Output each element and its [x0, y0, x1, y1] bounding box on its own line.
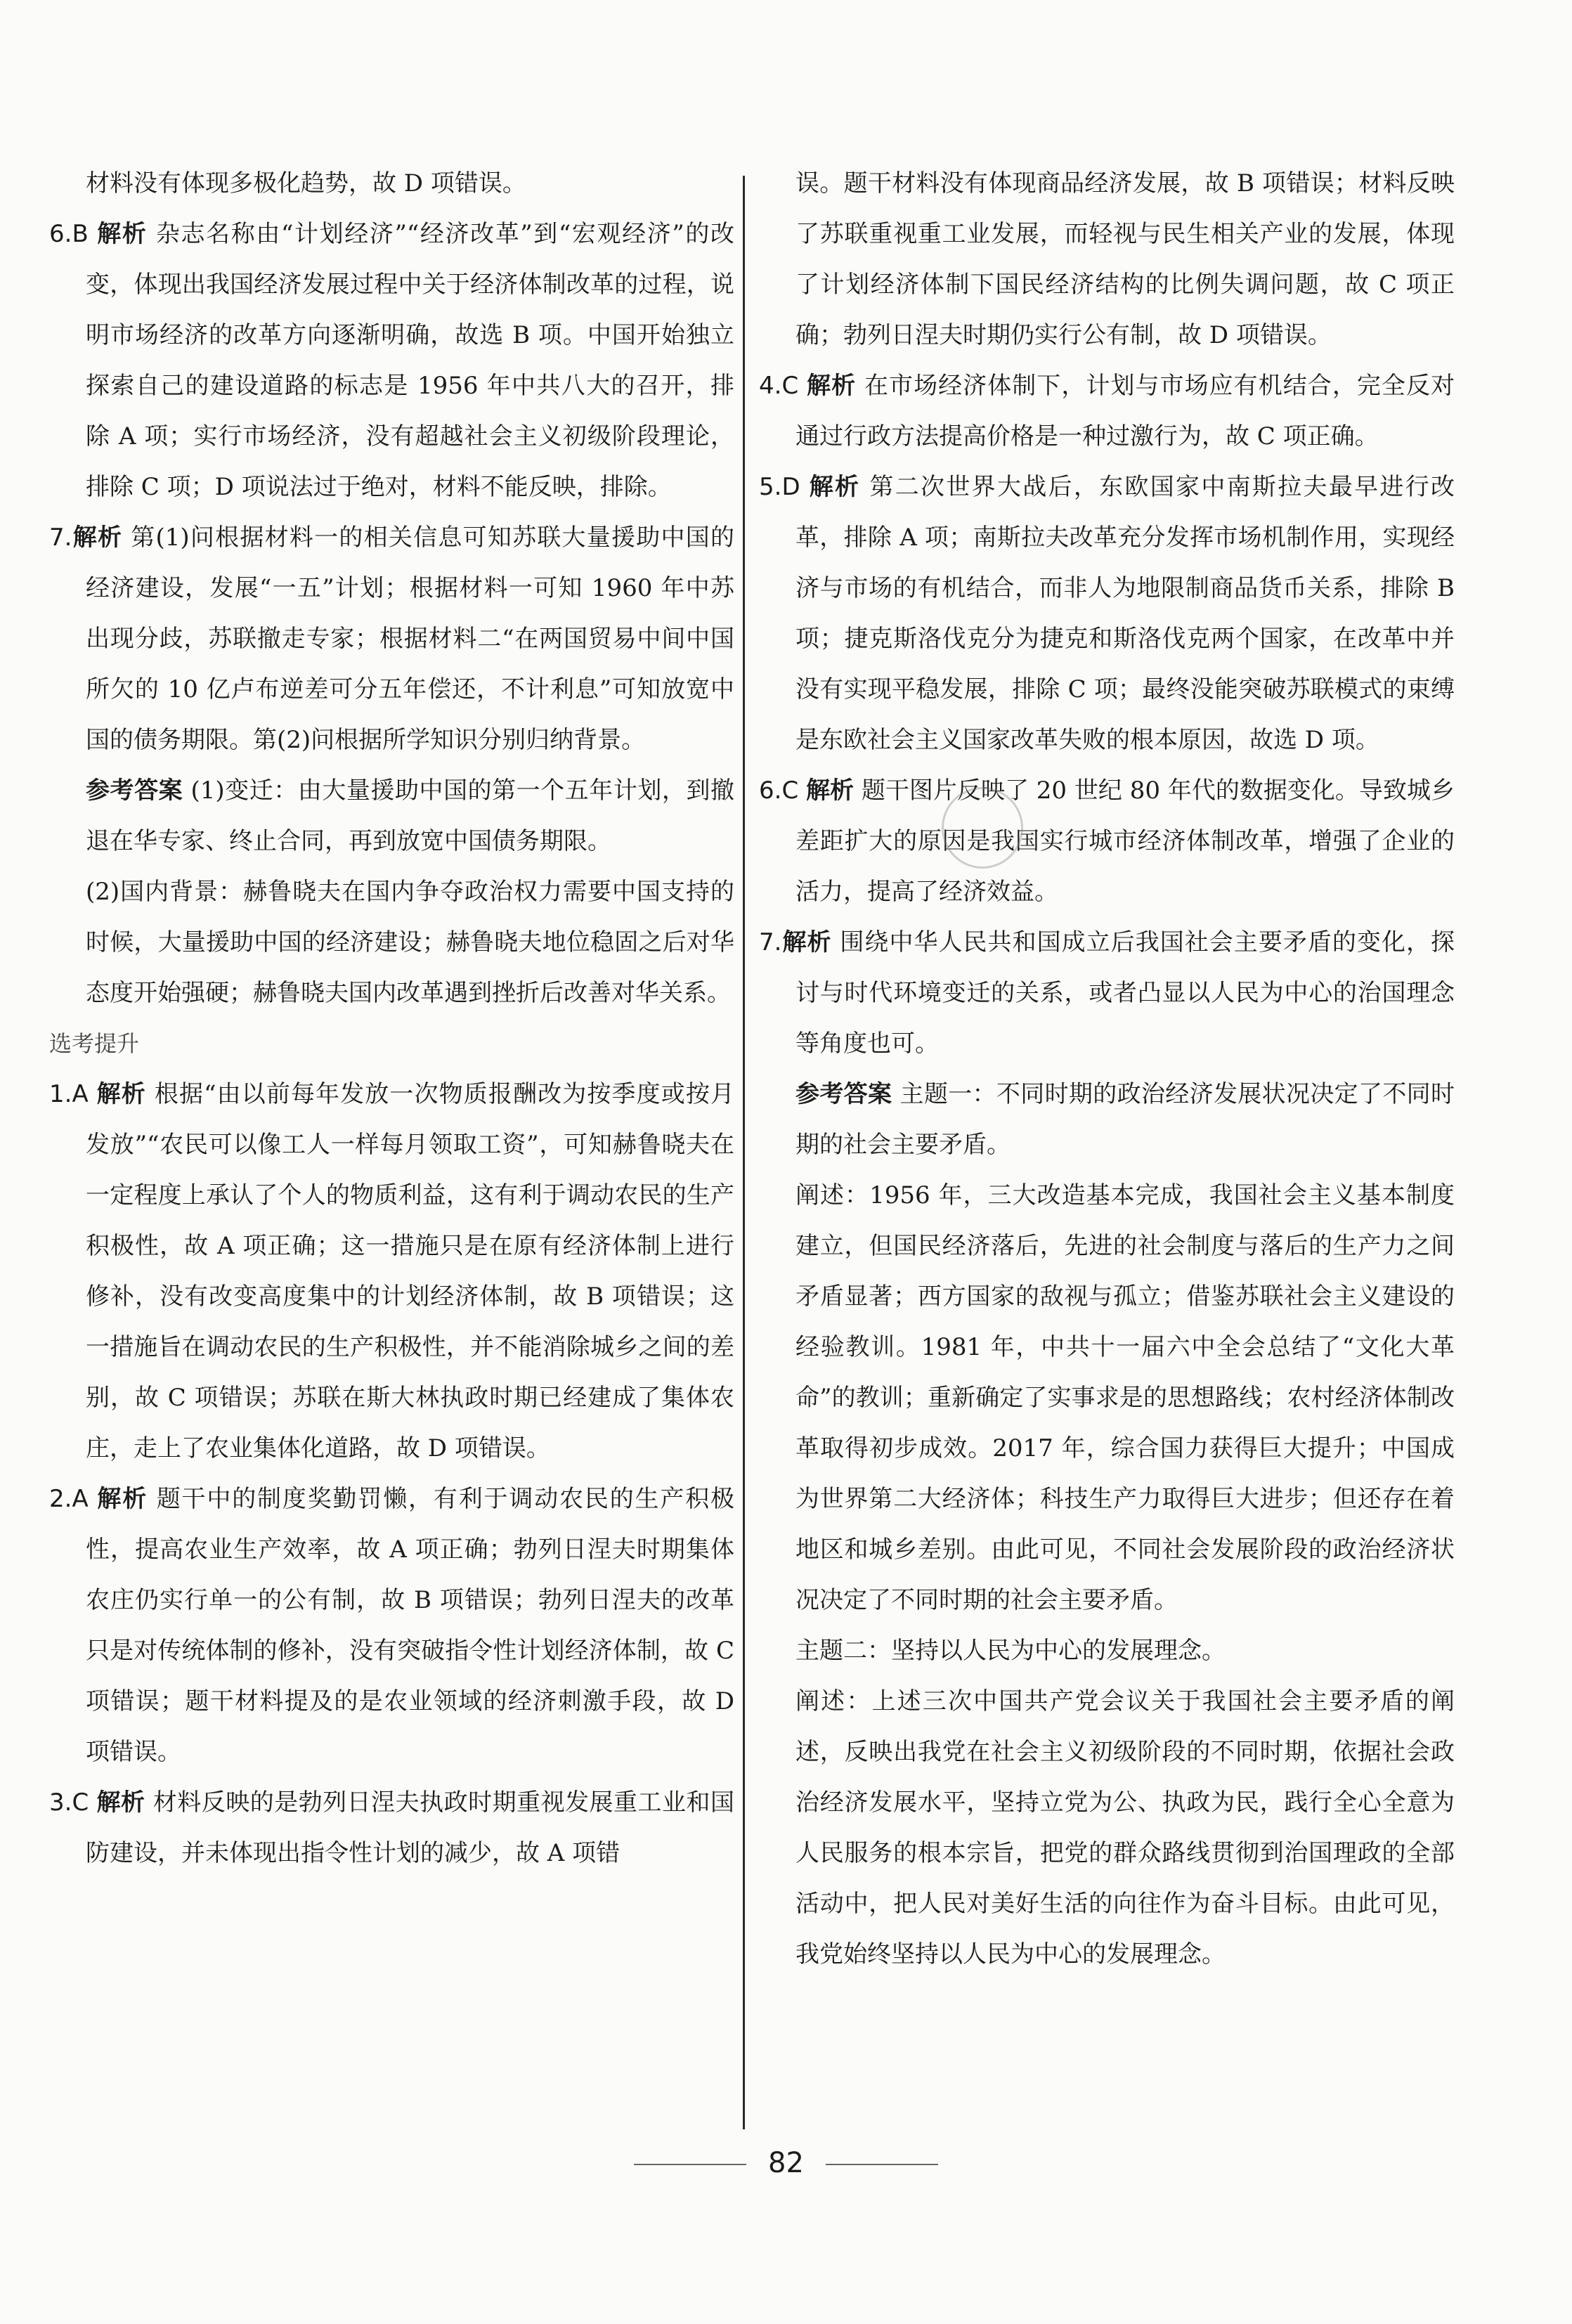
right-column [759, 158, 1455, 1980]
item-number: 5.D [759, 473, 800, 501]
elaboration-2: 阐述：上述三次中国共产党会议关于我国社会主要矛盾的阐述，反映出我党在社会主义初级阶段的不同时期，依据社会政治经济发展水平，坚持立党为公、执政为民，践行全心全意为人民服务的根本宗旨，把党的群众路线贯彻到治国理政的全部活动中，把人民对美好生活的向往作为奋斗目标。由此可见，我党始终坚持以人民为中心的发展理念。 [795, 1687, 1455, 1968]
theme-2: 主题二：坚持以人民为中心的发展理念。 [795, 1637, 1226, 1665]
answer-item-7 [759, 917, 1455, 1069]
analysis-text: 根据“由以前每年发放一次物质报酬改为按季度或按月发放”“农民可以像工人一样每月领取工资”，可知赫鲁晓夫在一定程度上承认了个人的物质利益，这有利于调动农民的生产积极性，故 A 项正确；这一措施只是在原有经济体制上进行修补，没有改变高度集中的计划经济体制，故 B 项错误；这一措施旨在调动农民的生产积极性，并不能消除城乡之间的差别，故 C 项错误；苏联在斯大林执政时期已经建成了集体农庄，走上了农业集体化道路，故 D 项错误。 [86, 1080, 735, 1462]
item-number: 6.C [759, 777, 799, 805]
elaboration-1: 阐述：1956 年，三大改造基本完成，我国社会主义基本制度建立，但国民经济落后，先进的社会制度与落后的生产力之间矛盾显著；西方国家的敌视与孤立；借鉴苏联社会主义建设的经验教训。1981 年，中共十一届六中全会总结了“文化大革命”的教训；重新确定了实事求是的思想路线；农村经济体制改革取得初步成效。2017 年，综合国力获得巨大提升；中国成为世界第二大经济体；科技生产力取得巨大进步；但还存在着地区和城乡差别。由此可见，不同社会发展阶段的政治经济状况决定了不同时期的社会主要矛盾。 [795, 1181, 1455, 1614]
analysis-label: 解析 [97, 220, 148, 248]
analysis-label: 解析 [72, 524, 123, 552]
item-number: 7. [759, 928, 782, 956]
analysis-label: 解析 [96, 1080, 146, 1108]
answer-item-s2 [49, 1474, 734, 1777]
item-number: 6.B [49, 220, 89, 248]
answer-item-4 [759, 361, 1455, 462]
analysis-label: 解析 [806, 777, 855, 805]
analysis-text: 第(1)问根据材料一的相关信息可知苏联大量援助中国的经济建设，发展“一五”计划；根据材料一可知 1960 年中苏出现分歧，苏联撤走专家；根据材料二“在两国贸易中间中国所欠的 10 亿卢布逆差可分五年偿还，不计利息”可知放宽中国的债务期限。第(2)问根据所学知识分别归纳背景。 [86, 524, 734, 754]
reference-answer-7 [759, 1069, 1455, 1170]
answer-item-6 [49, 209, 734, 512]
answer-item-s3 [49, 1777, 734, 1878]
answer-item-s1 [49, 1069, 734, 1474]
analysis-label: 解析 [807, 372, 857, 400]
continuation-paragraph: 误。题干材料没有体现商品经济发展，故 B 项错误；材料反映了苏联重视重工业发展，而轻视与民生相关产业的发展，体现了计划经济体制下国民经济结构的比例失调问题，故 C 项正确；勃列日涅夫时期仍实行公有制，故 D 项错误。 [795, 169, 1455, 349]
analysis-text: 材料反映的是勃列日涅夫执政时期重视发展重工业和国防建设，并未体现出指令性计划的减少，故 A 项错 [86, 1789, 734, 1867]
answer-item-5 [759, 462, 1455, 765]
analysis-text: 题干中的制度奖勤罚懒，有利于调动农民的生产积极性，提高农业生产效率，故 A 项正确；勃列日涅夫时期集体农庄仍实行单一的公有制，故 B 项错误；勃列日涅夫的改革只是对传统体制的修补，没有突破指令性计划经济体制，故 C 项错误；题干材料提及的是农业领域的经济刺激手段，故 D 项错误。 [86, 1485, 735, 1766]
page-number: 82 [768, 2147, 804, 2179]
analysis-label: 解析 [97, 1485, 148, 1513]
reference-answer-text: (1)变迁：由大量援助中国的第一个五年计划，到撤退在华专家、终止合同，再到放宽中国债务期限。 [86, 777, 734, 855]
analysis-label: 解析 [96, 1789, 145, 1817]
item-number: 4.C [759, 372, 799, 400]
analysis-text: 在市场经济体制下，计划与市场应有机结合，完全反对通过行政方法提高价格是一种过激行为，故 C 项正确。 [795, 372, 1455, 450]
analysis-text: 围绕中华人民共和国成立后我国社会主要矛盾的变化，探讨与时代环境变迁的关系，或者凸显以人民为中心的治国理念等角度也可。 [795, 928, 1455, 1058]
item-number: 3.C [49, 1789, 89, 1817]
section-heading: 选考提升 [49, 1030, 140, 1057]
analysis-text: 第二次世界大战后，东欧国家中南斯拉夫最早进行改革，排除 A 项；南斯拉夫改革充分发挥市场机制作用，实现经济与市场的有机结合，而非人为地限制商品货币关系，排除 B 项；捷克斯洛伐克分为捷克和斯洛伐克两个国家，在改革中并没有实现平稳发展，排除 C 项；最终没能突破苏联模式的束缚是东欧社会主义国家改革失败的根本原因，故选 D 项。 [795, 473, 1455, 754]
analysis-text: 杂志名称由“计划经济”“经济改革”到“宏观经济”的改变，体现出我国经济发展过程中关于经济体制改革的过程，说明市场经济的改革方向逐渐明确，故选 B 项。中国开始独立探索自己的建设道路的标志是 1956 年中共八大的召开，排除 A 项；实行市场经济，没有超越社会主义初级阶段理论，排除 C 项；D 项说法过于绝对，材料不能反映，排除。 [86, 220, 735, 501]
watermark-seal-icon [942, 787, 1023, 869]
analysis-label: 解析 [781, 928, 832, 956]
footer-rule-left [634, 2164, 746, 2165]
reference-answer-7 [49, 765, 734, 866]
analysis-label: 解析 [809, 473, 861, 501]
page-footer [0, 2147, 1572, 2179]
left-column [49, 158, 734, 1878]
item-number: 7. [49, 524, 72, 552]
reference-answer-label: 参考答案 [86, 777, 183, 805]
item-number: 2.A [49, 1485, 89, 1513]
reference-answer-7-part2: (2)国内背景：赫鲁晓夫在国内争夺政治权力需要中国支持的时候，大量援助中国的经济建设；赫鲁晓夫地位稳固之后对华态度开始强硬；赫鲁晓夫国内改革遇到挫折后改善对华关系。 [86, 878, 734, 1007]
reference-answer-text: 主题一：不同时期的政治经济发展状况决定了不同时期的社会主要矛盾。 [795, 1080, 1455, 1159]
column-divider [743, 176, 745, 2129]
continuation-paragraph: 材料没有体现多极化趋势，故 D 项错误。 [86, 169, 526, 197]
answer-item-7 [49, 512, 734, 765]
item-number: 1.A [49, 1080, 89, 1108]
answer-item-6 [759, 765, 1455, 917]
reference-answer-label: 参考答案 [795, 1080, 892, 1108]
footer-rule-right [826, 2164, 938, 2165]
analysis-text: 题干图片反映了 20 世纪 80 年代的数据变化。导致城乡差距扩大的原因是我国实行城市经济体制改革，增强了企业的活力，提高了经济效益。 [795, 777, 1455, 906]
